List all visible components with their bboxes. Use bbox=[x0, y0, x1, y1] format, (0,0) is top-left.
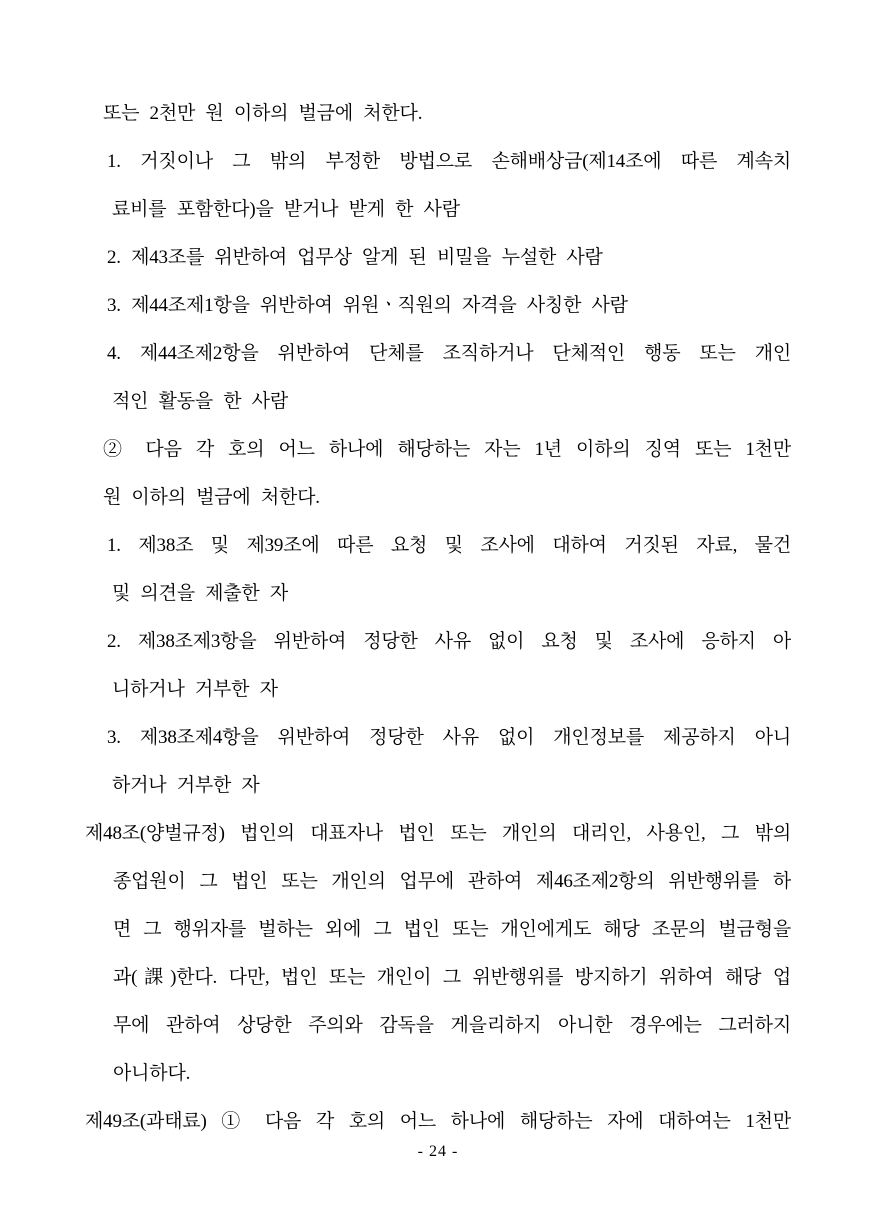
text-line: 및 의견을 제출한 자 bbox=[112, 583, 288, 604]
text-line: 종업원이 그 법인 또는 개인의 업무에 관하여 제46조제2항의 위반행위를 하 bbox=[113, 871, 791, 892]
text-line: ② 다음 각 호의 어느 하나에 해당하는 자는 1년 이하의 징역 또는 1천만 bbox=[103, 439, 791, 460]
text-line: 1. 제38조 및 제39조에 따른 요청 및 조사에 대하여 거짓된 자료, 물건 bbox=[107, 535, 791, 556]
text-line: 또는 2천만 원 이하의 벌금에 처한다. bbox=[103, 103, 423, 124]
text-line: 3. 제44조제1항을 위반하여 위원ㆍ직원의 자격을 사칭한 사람 bbox=[107, 295, 628, 316]
article-heading-line: 제48조(양벌규정) 법인의 대표자나 법인 또는 개인의 대리인, 사용인, 그 밖의 bbox=[85, 823, 791, 844]
text-line: 4. 제44조제2항을 위반하여 단체를 조직하거나 단체적인 행동 또는 개인 bbox=[107, 343, 791, 364]
text-line: 하거나 거부한 자 bbox=[112, 775, 260, 796]
text-line: 1. 거짓이나 그 밖의 부정한 방법으로 손해배상금(제14조에 따른 계속치 bbox=[107, 151, 791, 172]
text-line: 면 그 행위자를 벌하는 외에 그 법인 또는 개인에게도 해당 조문의 벌금형을 bbox=[113, 919, 791, 940]
text-line: 료비를 포함한다)을 받거나 받게 한 사람 bbox=[112, 199, 460, 220]
text-line: 원 이하의 벌금에 처한다. bbox=[103, 487, 320, 508]
page-number: - 24 - bbox=[417, 1143, 459, 1160]
text-line: 과(課)한다. 다만, 법인 또는 개인이 그 위반행위를 방지하기 위하여 해당 업 bbox=[113, 967, 791, 988]
text-line: 적인 활동을 한 사람 bbox=[112, 391, 288, 412]
text-line: 2. 제43조를 위반하여 업무상 알게 된 비밀을 누설한 사람 bbox=[107, 247, 603, 268]
text-line: 니하거나 거부한 자 bbox=[112, 679, 278, 700]
text-line: 3. 제38조제4항을 위반하여 정당한 사유 없이 개인정보를 제공하지 아니 bbox=[107, 727, 791, 748]
text-line: 무에 관하여 상당한 주의와 감독을 게을리하지 아니한 경우에는 그러하지 bbox=[113, 1015, 791, 1036]
text-line: 아니하다. bbox=[113, 1063, 191, 1084]
article-heading-line: 제49조(과태료) ① 다음 각 호의 어느 하나에 해당하는 자에 대하여는 1천만 bbox=[85, 1111, 791, 1132]
text-line: 2. 제38조제3항을 위반하여 정당한 사유 없이 요청 및 조사에 응하지 아 bbox=[107, 631, 791, 652]
document-body bbox=[85, 90, 791, 1146]
